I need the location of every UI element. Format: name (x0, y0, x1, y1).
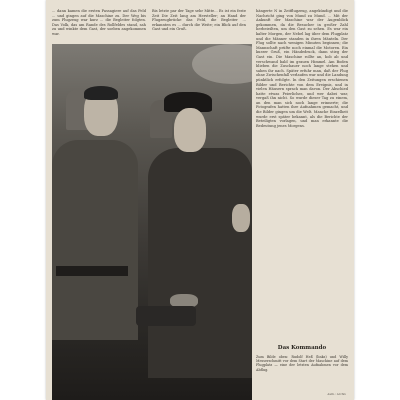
photo-credit: Aufn.: Archiv (327, 392, 346, 396)
magazine-page (46, 0, 354, 400)
left-figure-body (52, 140, 138, 340)
top-text (52, 9, 246, 41)
light-highlight (192, 44, 252, 84)
right-figure-head (174, 108, 206, 152)
right-figure-body (148, 148, 252, 378)
right-figure-hand (232, 204, 250, 232)
left-figure-hair (84, 86, 118, 100)
photo-caption: Zum Bilde oben: Rudolf Heß (links) und Willy Messerschmitt vor dem Start der Maschine auf dem Flugplatz — eine der letzten Aufnahmen vor dem Abflug. (256, 355, 348, 372)
belt (56, 266, 128, 276)
top-right-column: Bis letzte par der Tage sehr Mitte... Es ist ein feste Zeit Die Zeit lang am Hersteller; an Hand der Flugzeugbrücke das Feld, die Begleiter ... erkannten es ... durch die Weite; ein Blick auf den Gast und ein Gruß. (152, 9, 246, 32)
section-heading: Das Kommando (277, 345, 327, 351)
article-column: hängerte N in Zeitflugzeug, angekündigt und die Nachricht ging von Mund zu Mund. ... Mit der Ankunft der Maschine war der Augenblick gekommen, da die Besucher in großer Zahl herbeieilten, um den Gast zu sehen. Es war ein kalter Morgen, der Nebel lag über dem Flugplatz und die Männer standen in ihren Mänteln. Der Flug sollte nach wenigen Minuten beginnen; die Mannschaft prüfte noch einmal die Motoren. Ein kurzer Gruß, ein Händedruck, dann stieg der Gast ein. Die Maschine rollte an, hob ab und verschwand bald im grauen Himmel. Am Boden blieben die Zuschauer noch lange stehen und sahen ihr nach. Später erfuhr man, daß der Flug ohne Zwischenfall verlaufen war und die Landung pünktlich erfolgte. In den Zeitungen erschienen Bilder und Berichte von dem Ereignis, und in vielen Häusern sprach man davon. Der Abschied hatte etwas Feierliches, und wer dabei war, vergaß ihn nicht. So wurde dieser Tag zu einem, an den man sich noch lange erinnerte; die Fotografen hatten ihre Aufnahmen gemacht, und die Bilder gingen um die Welt. Manche Einzelheit wurde erst später bekannt, als die Berichte der Beteiligten vorlagen, und man erkannte die Bedeutung jenes Morgens. (256, 9, 348, 128)
foreground-object (136, 306, 196, 326)
photograph (52, 44, 252, 400)
top-left-column: ... dann kamen die ersten Passagiere auf das Feld ... und gingen auf die Maschine zu. Der Weg bis zum Flugzeug war kurz ... die Begleiter folgten. Das Volk, das am Rande des Rollfeldes stand, sah zu und winkte dem Gast, der soeben angekommen war. (52, 9, 146, 36)
